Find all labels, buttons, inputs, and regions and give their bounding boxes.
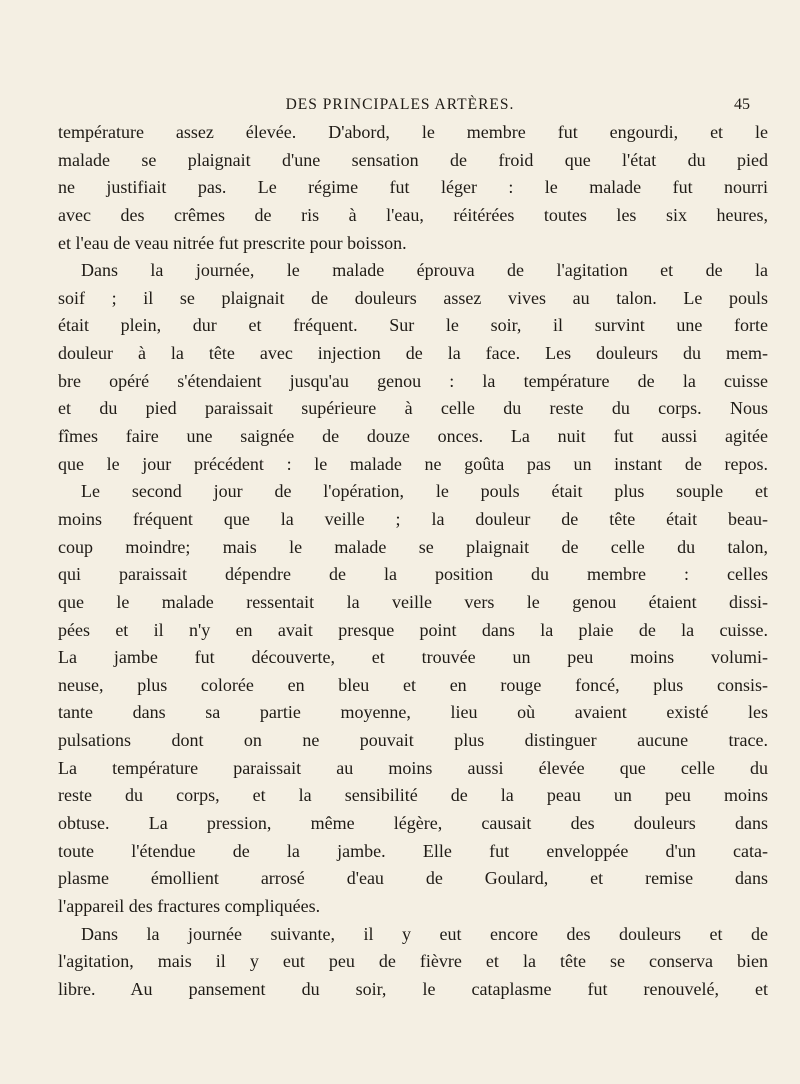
page-number: 45 (734, 96, 750, 113)
text-line: l'agitation, mais il y eut peu de fièvre et la tête se conserva bien (58, 951, 768, 972)
text-line: qui paraissait dépendre de la position du membre : celles (58, 564, 768, 585)
text-line: Dans la journée suivante, il y eut encore des douleurs et de (81, 923, 768, 944)
text-line: que le malade ressentait la veille vers le genou étaient dissi- (58, 591, 768, 612)
text-line: fîmes faire une saignée de douze onces. La nuit fut aussi agitée (58, 426, 768, 447)
text-line: température assez élevée. D'abord, le membre fut engourdi, et le (58, 122, 768, 142)
text-line: avec des crêmes de ris à l'eau, réitérées toutes les six heures, (58, 204, 768, 225)
text-line: libre. Au pansement du soir, le cataplasme fut renouvelé, et (58, 978, 768, 999)
text-line: et l'eau de veau nitrée fut prescrite pour boisson. (58, 232, 407, 253)
text-line: douleur à la tête avec injection de la face. Les douleurs du mem- (58, 343, 768, 364)
text-line: coup moindre; mais le malade se plaignait de celle du talon, (58, 536, 768, 557)
text-line: Le second jour de l'opération, le pouls était plus souple et (81, 481, 768, 502)
text-line: l'appareil des fractures compliquées. (58, 895, 321, 916)
text-line: pées et il n'y en avait presque point dans la plaie de la cuisse. (58, 619, 768, 640)
text-line: La température paraissait au moins aussi élevée que celle du (58, 757, 768, 778)
text-line: neuse, plus colorée en bleu et en rouge foncé, plus consis- (58, 674, 768, 695)
text-line: plasme émollient arrosé d'eau de Goulard, et remise dans (58, 868, 768, 889)
body-text (58, 119, 768, 1004)
text-line: obtuse. La pression, même légère, causait des douleurs dans (58, 813, 768, 834)
text-line: était plein, dur et fréquent. Sur le soir, il survint une forte (58, 315, 768, 336)
text-line: toute l'étendue de la jambe. Elle fut enveloppée d'un cata- (58, 840, 768, 861)
text-line: que le jour précédent : le malade ne goûta pas un instant de repos. (58, 453, 768, 474)
text-line: moins fréquent que la veille ; la douleur de tête était beau- (58, 508, 768, 529)
text-line: Dans la journée, le malade éprouva de l'agitation et de la (81, 260, 768, 281)
text-line: reste du corps, et la sensibilité de la peau un peu moins (58, 785, 768, 806)
text-line: bre opéré s'étendaient jusqu'au genou : la température de la cuisse (58, 370, 768, 391)
text-line: soif ; il se plaignait de douleurs assez vives au talon. Le pouls (58, 287, 768, 308)
text-line: ne justifiait pas. Le régime fut léger : le malade fut nourri (58, 177, 768, 198)
text-line: malade se plaignait d'une sensation de froid que l'état du pied (58, 149, 768, 170)
text-line: tante dans sa partie moyenne, lieu où avaient existé les (58, 702, 768, 723)
text-line: pulsations dont on ne pouvait plus distinguer aucune trace. (58, 730, 768, 751)
running-head: DES PRINCIPALES ARTÈRES. (285, 96, 515, 113)
text-line: La jambe fut découverte, et trouvée un peu moins volumi- (58, 647, 768, 668)
text-line: et du pied paraissait supérieure à celle du reste du corps. Nous (58, 398, 768, 419)
